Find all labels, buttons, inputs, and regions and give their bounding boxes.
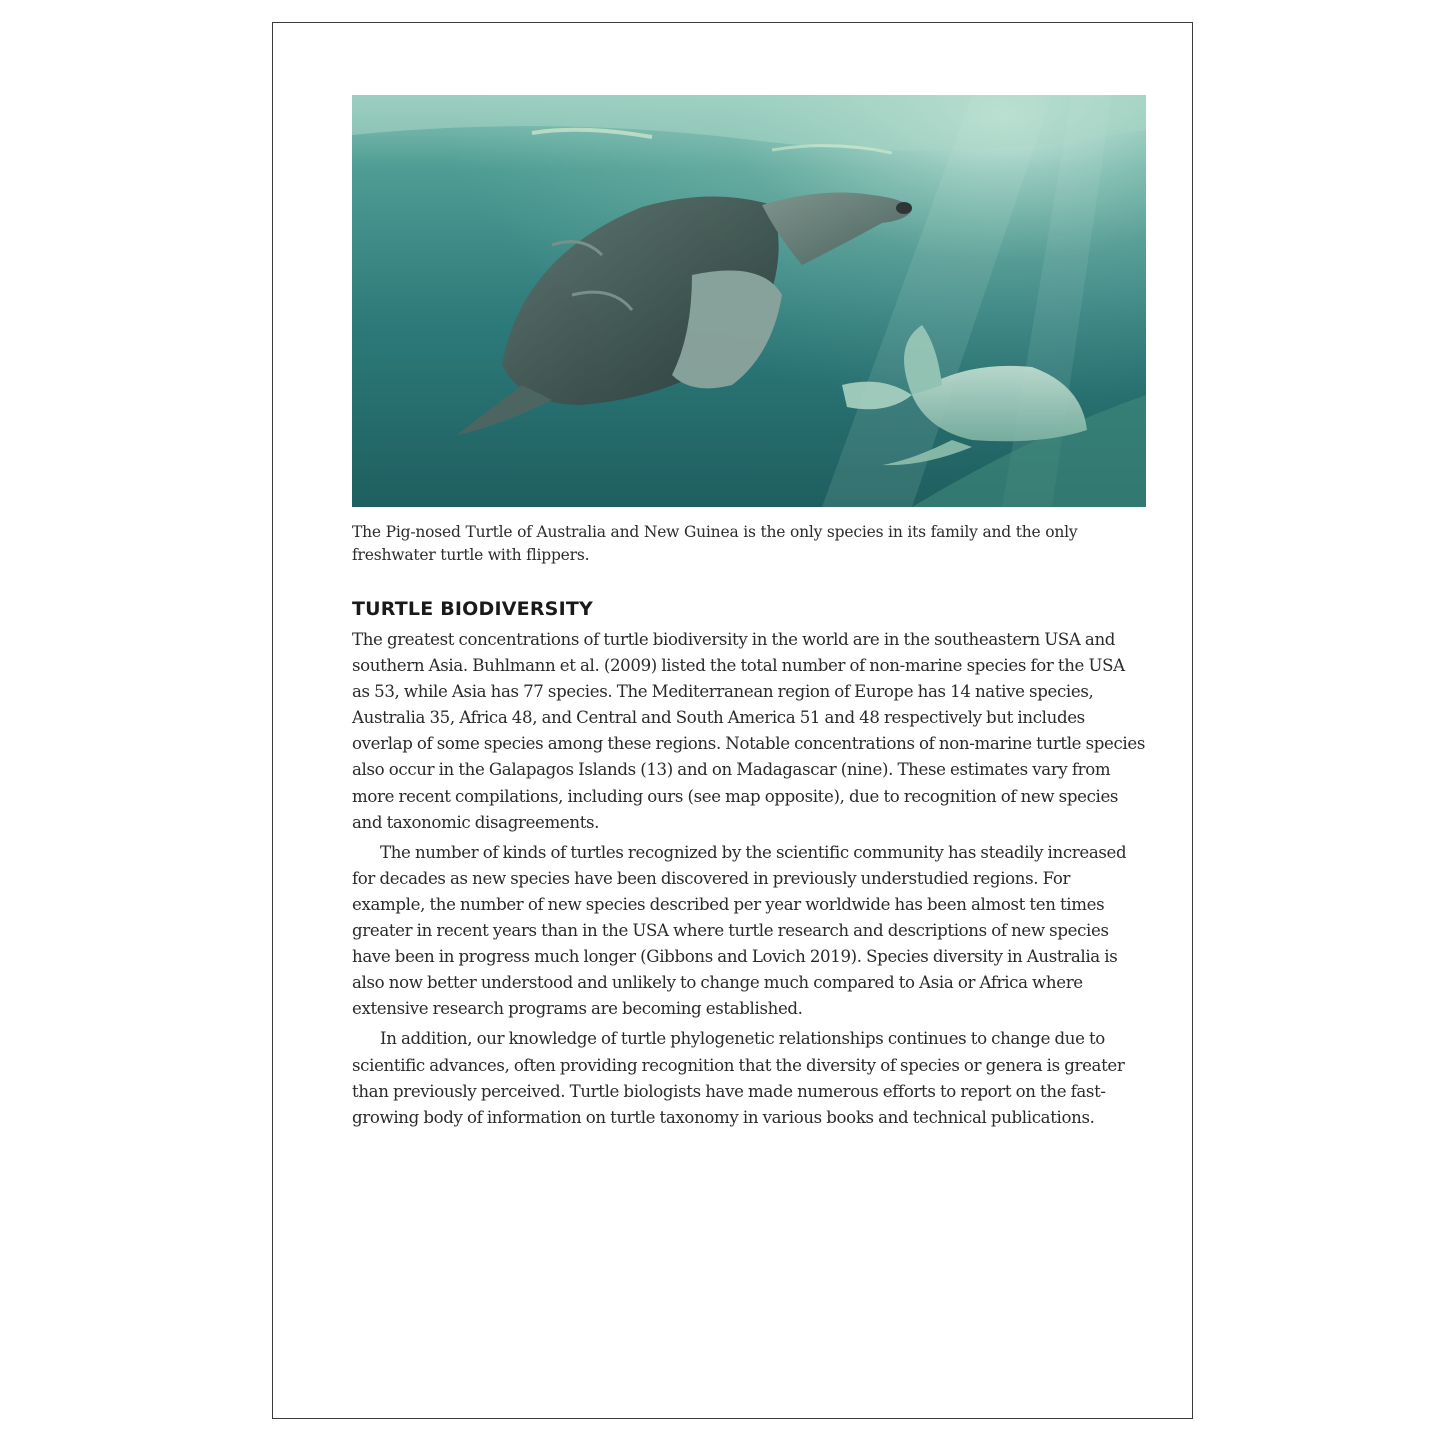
section-heading: TURTLE BIODIVERSITY — [352, 598, 593, 620]
section-body — [352, 627, 1146, 1131]
turtle-photo — [352, 95, 1146, 507]
body-paragraph: The number of kinds of turtles recognized by the scientific community has steadily increased for decades as new species have been discovered in previously understudied regions. For example, the number of new species described per year worldwide has been almost ten times greater in recent years than in the USA where turtle research and descriptions of new species have been in progress much longer (Gibbons and Lovich 2019). Species diversity in Australia is also now better understood and unlikely to change much compared to Asia or Africa where extensive research programs are becoming established. — [352, 842, 1127, 1019]
book-page — [272, 22, 1193, 1419]
body-paragraph: In addition, our knowledge of turtle phylogenetic relationships continues to change due to scientific advances, often providing recognition that the diversity of species or genera is greater than previously perceived. Turtle biologists have made numerous efforts to report on the fast-growing body of information on turtle taxonomy in various books and technical publications. — [352, 1029, 1125, 1127]
photo-caption: The Pig-nosed Turtle of Australia and New Guinea is the only species in its family and the only freshwater turtle with flippers. — [352, 523, 1078, 564]
body-paragraph: The greatest concentrations of turtle biodiversity in the world are in the southeastern USA and southern Asia. Buhlmann et al. (2009) listed the total number of non-marine species for the USA as 53, while Asia has 77 species. The Mediterranean region of Europe has 14 native species, Australia 35, Africa 48, and Central and South America 51 and 48 respectively but includes overlap of some species among these regions. Notable concentrations of non-marine turtle species also occur in the Galapagos Islands (13) and on Madagascar (nine). These estimates vary from more recent compilations, including ours (see map opposite), due to recognition of new species and taxonomic disagreements. — [352, 630, 1146, 832]
page-content — [352, 95, 1146, 1131]
